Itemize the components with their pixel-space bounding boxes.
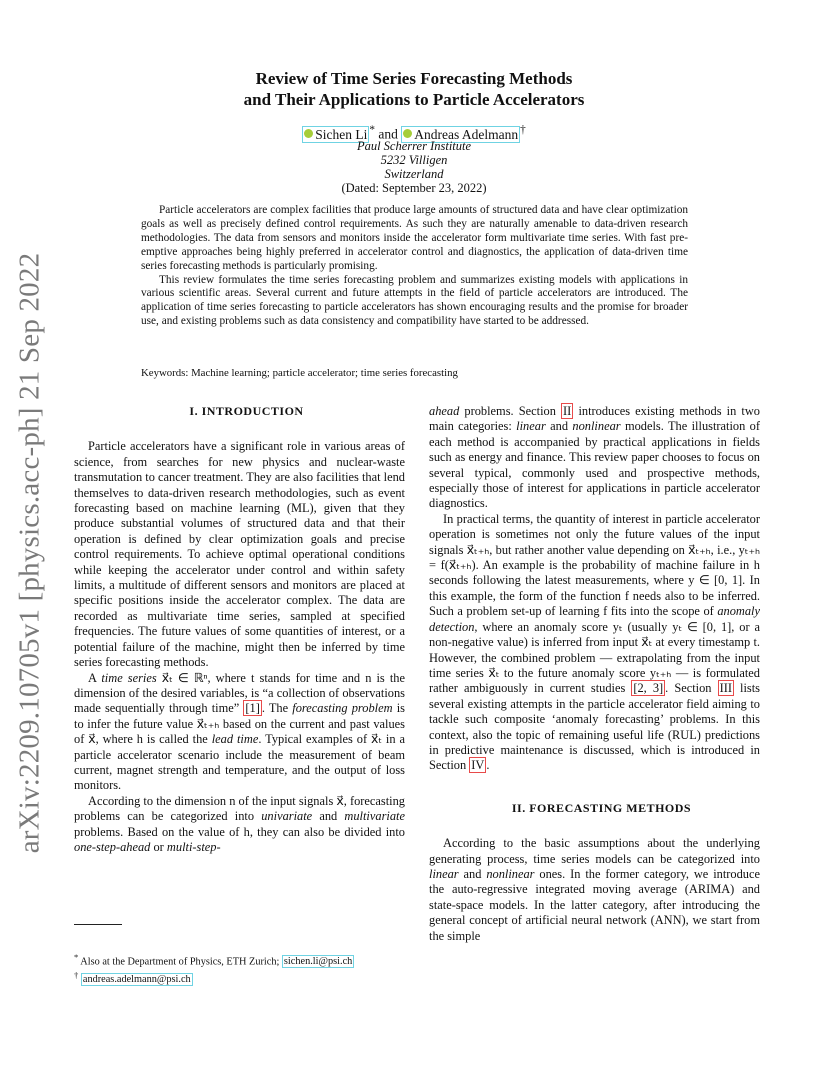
term-ahead: ahead [429, 404, 460, 418]
affiliation-line-2: 5232 Villigen [380, 153, 448, 168]
author-footnote-mark-1[interactable]: * [369, 124, 375, 136]
text-run: is to infer the future value x⃗ₜ₊ₕ based on the current and past values of x⃗, where h is called the [74, 701, 405, 747]
author-footnote-mark-2[interactable]: † [520, 124, 526, 136]
paper-title [0, 68, 828, 110]
text-run: x⃗ₜ ∈ ℝⁿ, where t stands for time and n is the dimension of the desired variables, is “a collection of observations made sequentially through time” [74, 670, 405, 716]
section-link-iv[interactable]: IV [471, 758, 485, 773]
right-paragraph-1 [429, 404, 760, 512]
abstract [141, 204, 688, 329]
term-nonlinear: nonlinear [486, 866, 535, 881]
text-run: problems. Section [459, 404, 562, 418]
text-run: , where an anomaly score yₜ (usually yₜ ∈ [0, 1], or a non-negative value) is inferred from input x⃗ₜ at every timestamp t. However, the combined problem — extrapolating from the input time series x⃗ₜ to the future anomaly score yₜ₊ₕ — is formulated rather ambiguously in current studies [429, 619, 760, 696]
term-univariate: univariate [261, 809, 313, 824]
intro-paragraph-2 [74, 671, 405, 794]
footnote-2 [74, 969, 414, 987]
author-conjunction: and [378, 126, 398, 142]
footnote-1 [74, 951, 414, 969]
text-run: and [545, 419, 573, 434]
abstract-paragraph-2: This review formulates the time series forecasting problem and summarizes existing models with applications in various scientific areas. Several current and future attempts in the field of particle accelerators are introduced. The application of time series forecasting to particle accelerators has shown encouraging results and the promise for broader use, and existing problems such as data consistency and compatibility have started to be addressed. [141, 273, 688, 328]
text-run: models. The illustration of each method is accompanied by practical applications in fields such as energy and finance. This review paper chooses to focus on several typical, commonly used and prospective methods, especially those of interest for applications in particle accelerator diagnostics. [429, 419, 760, 511]
intro-paragraph-1: Particle accelerators have a significant role in various areas of science, from searches for new physics and nuclear-waste transmutation to cancer treatment. They are also facilities that lend themselves to data-driven research methodologies, such as event forecasting based on machine learning (ML), given that they produce substantial volumes of structured data and that their operation is defined by clear optimization goals and precise control requirements. To achieve optimal operational conditions while keeping the accelerator under control and within safety limits, a multitude of different sensors and monitors are placed at specific positions inside the accelerator complex. The data are recorded as multivariate time series, sampled at specified frequencies. The future values of some quantities of interest, or a potential failure of the machine, might then be inferred by time series forecasting methods. [74, 439, 405, 670]
email-link-2[interactable]: andreas.adelmann@psi.ch [82, 974, 191, 986]
text-run: and [312, 809, 345, 824]
term-multivariate: multivariate [344, 809, 405, 824]
term-forecasting-problem: forecasting problem [292, 701, 393, 716]
text-run: According to the dimension n of the input signals x⃗, forecasting problems can be categorized into [74, 793, 405, 824]
section-heading-forecasting-methods: II. FORECASTING METHODS [511, 800, 692, 815]
right-paragraph-3 [429, 836, 760, 944]
term-lead-time: lead time [211, 732, 259, 747]
term-nonlinear: nonlinear [572, 419, 621, 434]
text-run: In practical terms, the quantity of interest in particle accelerator operation is sometimes not only the future values of the input signals x⃗ₜ₊ₕ, but rather another value depending on x⃗ₜ₊ₕ, i.e., yₜ₊ₕ = f(x⃗ₜ₊ₕ). An example is the probability of machine failure in h seconds following the latest measurements, where y ∈ [0, 1]. In this example, the form of the function f needs also to be inferred. Such a problem set-up of learning f fits into the scope of [429, 511, 760, 619]
text-run: introduces existing methods in two main categories: [429, 404, 760, 434]
text-run: . The [261, 701, 293, 716]
date-line: (Dated: September 23, 2022) [341, 181, 487, 195]
intro-paragraph-3 [74, 794, 405, 856]
footnote-rule [74, 924, 122, 925]
title-line-1: Review of Time Series Forecasting Methods [255, 69, 573, 88]
right-paragraph-2 [429, 512, 760, 774]
footnote-mark-2: † [74, 970, 79, 981]
text-run: . Typical examples of x⃗ₜ in a particle accelerator scenario include the measurement of beam current, magnet strength and temperature, and the output of loss monitors. [74, 732, 405, 793]
text-run: ones. In the former category, we introduce the auto-regressive integrated moving average (ARIMA) and state-space models. In the latter category, after introducing the general concept of artificial neural network (ANN), we start from the simple [429, 866, 760, 943]
orcid-icon[interactable] [403, 129, 412, 138]
affiliation-line-3: Switzerland [384, 167, 444, 182]
text-run: According to the basic assumptions about the underlying generating process, time series models can be categorized into [429, 836, 760, 866]
orcid-icon[interactable] [304, 129, 313, 138]
citation-link[interactable]: [1] [245, 701, 260, 716]
author-name-2: Andreas Adelmann [414, 126, 519, 142]
author-name-1: Sichen Li [315, 126, 368, 142]
title-line-2: and Their Applications to Particle Accelerators [243, 90, 585, 109]
text-run: A [88, 670, 102, 685]
section-link-iii[interactable]: III [719, 681, 732, 696]
footnotes [74, 951, 414, 987]
keywords: Keywords: Machine learning; particle accelerator; time series forecasting [141, 367, 458, 379]
term-anomaly-detection: anomaly detection [429, 604, 760, 634]
section-link-ii[interactable]: II [563, 404, 572, 418]
affiliation [0, 139, 828, 182]
text-run: . Section [665, 681, 718, 696]
abstract-paragraph-1: Particle accelerators are complex facilities that produce large amounts of structured data and have clear optimization goals as well as precisely defined control requirements. As such they are naturally amenable to data-driven research methodologies. The data from sensors and monitors inside the accelerator form multivariate time series. With fast pre-emptive approaches being highly preferred in accelerator control and diagnostics, the application of data-driven time series forecasting methods is particularly promising. [141, 204, 688, 272]
arxiv-side-stamp [0, 252, 60, 854]
text-run: lists several existing attempts in the particle accelerator field aiming to tackle such composite ‘anomaly forecasting’ problems. In this context, also the topic of remaining useful life (RUL) predictions in predictive maintenance is discussed, which is introduced in Section [429, 681, 760, 773]
right-column [429, 404, 760, 944]
arxiv-identifier: arXiv:2209.10705v1 [physics.acc-ph] 21 Sep 2022 [13, 252, 46, 854]
affiliation-line-1: Paul Scherrer Institute [356, 139, 472, 153]
text-run: and [458, 866, 487, 881]
text-run: or [150, 839, 167, 854]
footnote-mark-1: * [74, 952, 79, 962]
footnote-text-1: Also at the Department of Physics, ETH Zurich; [78, 956, 282, 968]
term-one-step-ahead: one-step-ahead [74, 839, 151, 854]
citation-link[interactable]: [2, 3] [633, 681, 664, 696]
term-linear: linear [516, 419, 546, 434]
text-run: . [486, 758, 490, 773]
term-linear: linear [429, 866, 459, 881]
email-link-1[interactable]: sichen.li@psi.ch [283, 956, 353, 968]
left-column [74, 404, 405, 855]
term-multi-step: multi-step- [166, 839, 221, 854]
term-time-series: time series [101, 670, 157, 685]
text-run: problems. Based on the value of h, they can also be divided into [74, 824, 405, 839]
section-heading-introduction: I. INTRODUCTION [189, 404, 304, 418]
